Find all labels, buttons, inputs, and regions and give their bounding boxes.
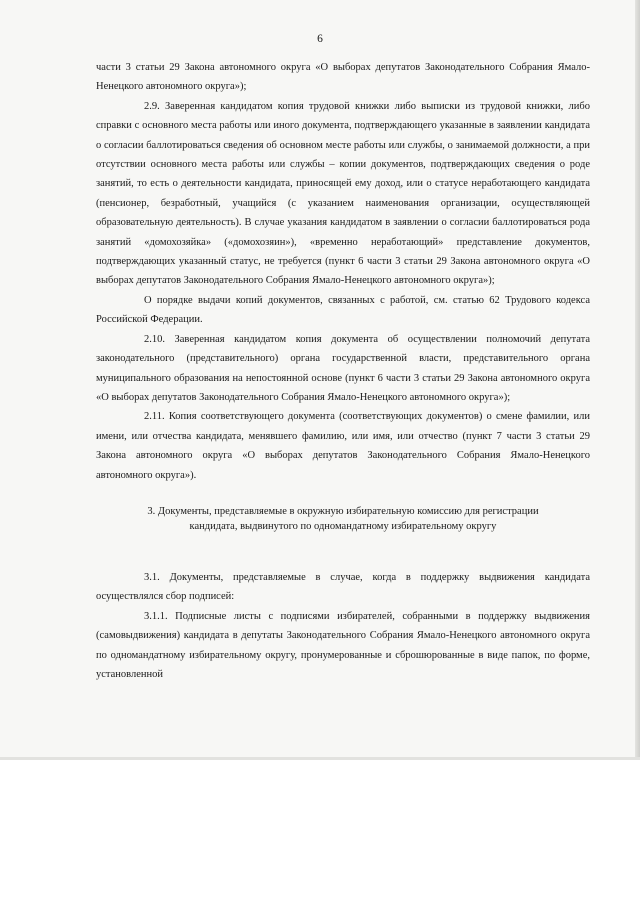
document-body: [96, 58, 590, 684]
paragraph-item-2-11: 2.11. Копия соответствующего документа (соответствующих документов) о смене фамилии, или имени, или отчества кандидата, менявшего фамилию, или имя, или отчество (пункт 7 части 3 статьи 29 Закона автономного округа «О выборах депутатов Законодательного Собрания Ямало-Ненецкого автономного округа»).: [96, 411, 590, 481]
section-spacer: [96, 534, 590, 568]
paragraph-continuation: части 3 статьи 29 Закона автономного округа «О выборах депутатов Законодательного Собрания Ямало-Ненецкого автономного округа»);: [96, 62, 590, 93]
scan-right-edge: [635, 0, 640, 760]
section-heading: [116, 504, 570, 534]
page-number: 6: [317, 33, 323, 45]
paragraph-item-2-10: 2.10. Заверенная кандидатом копия документа об осуществлении полномочий депутата законодательного (представительного) органа государственной власти, представительного органа муниципального образования на непостоянной основе (пункт 6 части 3 статьи 29 Закона автономного округа «О выборах депутатов Законодательного Собрания Ямало-Ненецкого автономного округа»);: [96, 333, 590, 403]
paragraph-item-3-1: 3.1. Документы, представляемые в случае, когда в поддержку выдвижения кандидата осуществлялся сбор подписей:: [96, 571, 590, 603]
section-heading-line1: 3. Документы, представляемые в окружную избирательную комиссию для регистрации: [147, 505, 539, 517]
paragraph-note-labor-code: О порядке выдачи копий документов, связанных с работой, см. статью 62 Трудового кодекса Российской Федерации.: [96, 294, 590, 326]
scan-bottom-edge: [0, 757, 640, 760]
paragraph-item-2-9: 2.9. Заверенная кандидатом копия трудовой книжки либо выписки из трудовой книжки, либо справки с основного места работы или иного документа, подтверждающего указанные в заявлении кандидата о согласии баллотироваться сведения об основном месте работы или службы, о занимаемой должности, а при отсутствии основного места работы или службы – копии документов, подтверждающих сведения о роде занятий, то есть о деятельности кандидата, приносящей ему доход, или о статусе неработающего кандидата (пенсионер, безработный, учащийся (с указанием наименования организации, осуществляющей образовательную деятельность). В случае указания кандидатом в заявлении о согласии баллотироваться рода занятий «домохозяйка» («домохозяин»), «временно неработающий» представление документов, подтверждающих указанный статус, не требуется (пункт 6 части 3 статьи 29 Закона автономного округа «О выборах депутатов Законодательного Собрания Ямало-Ненецкого автономного округа»);: [96, 100, 590, 287]
section-heading-line2: кандидата, выдвинутого по одномандатному избирательному округу: [189, 520, 497, 532]
paragraph-item-3-1-1: 3.1.1. Подписные листы с подписями избирателей, собранными в поддержку выдвижения (самовыдвижения) кандидата в депутаты Законодательного Собрания Ямало-Ненецкого автономного округа по одномандатному избирательному округу, пронумерованные и сброшюрованные в виде папок, по форме, установленной: [96, 610, 590, 680]
